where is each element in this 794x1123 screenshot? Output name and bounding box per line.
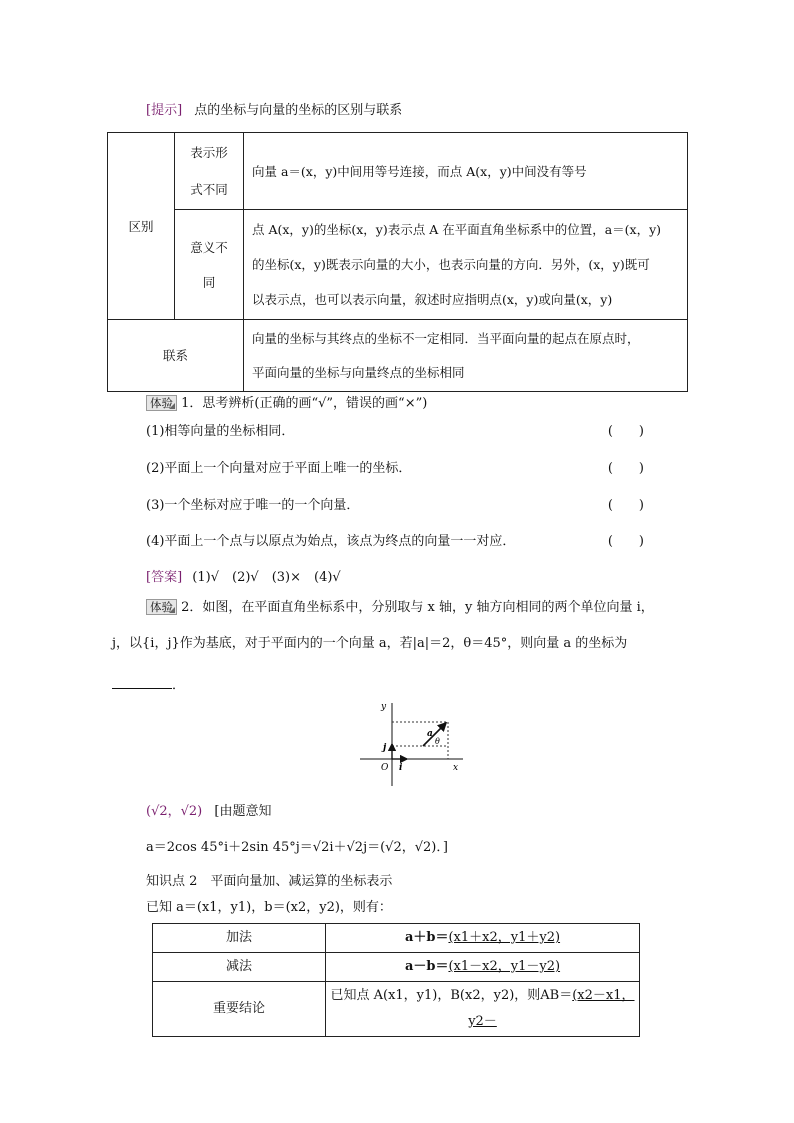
hint-tag: [提示]: [146, 103, 183, 118]
label-qubie: 区别: [108, 133, 175, 320]
op-label: 减法: [153, 953, 326, 982]
ex1-item: (1)相等向量的坐标相同． ( ): [146, 424, 644, 439]
row2-body: 点 A(x，y)的坐标(x，y)表示点 A 在平面直角坐标系中的位置，a＝(x，y) 的坐标(x，y)既表示向量的大小，也表示向量的方向．另外，(x，y)既可 以表示点，也可以表示向量，叙述时应指明点(x，y)或向量(x，y): [244, 210, 688, 320]
label-j: j: [383, 743, 387, 753]
op-formula: a－b＝(x1－x2，y1－y2): [326, 953, 640, 982]
row3-body: 向量的坐标与其终点的坐标不一定相同．当平面向量的起点在原点时， 平面向量的坐标与向量终点的坐标相同: [244, 320, 688, 392]
label-lianxi: 联系: [108, 320, 244, 392]
ex1-item: (3)一个坐标对应于唯一的一个向量． ( ): [146, 498, 644, 513]
ex1-title: 体验 1．思考辨析(正确的画“√”，错误的画“×”): [146, 392, 427, 411]
ex1-item: (4)平面上一个点与以原点为始点，该点为终点的向量一一对应． ( ): [146, 534, 644, 549]
hint-line: [146, 99, 402, 118]
row2-head: 意义不 同: [175, 210, 244, 320]
ex2-answer: (√2，√2) [由题意知: [146, 804, 272, 819]
ex2-tag: 体验: [146, 599, 177, 615]
label-y: y: [381, 702, 387, 712]
label-i: i: [399, 763, 403, 773]
point-vector-table: [107, 132, 688, 392]
ex2-line1: 体验 2．如图，在平面直角坐标系中，分别取与 x 轴，y 轴方向相同的两个单位向量 i，: [146, 596, 654, 615]
row1-head: 表示形 式不同: [175, 133, 244, 210]
op-label: 加法: [153, 924, 326, 953]
ex2-line2: j，以{i，j}作为基底，对于平面内的一个向量 a，若|a|＝2，θ＝45°，则向量 a 的坐标为: [112, 636, 628, 651]
ex2-explain: a＝2cos 45°i＋2sin 45°j＝√2i＋√2j＝(√2，√2)．]: [146, 840, 448, 855]
vector-figure: [355, 698, 470, 788]
operation-table: [152, 923, 640, 1037]
answer-blank: ．: [112, 674, 185, 693]
section-given: 已知 a＝(x1，y1)，b＝(x2，y2)，则有：: [146, 900, 392, 915]
label-o: O: [381, 763, 389, 773]
label-theta: θ: [435, 737, 440, 746]
ex1-tag: 体验: [146, 395, 177, 411]
hint-title: 点的坐标与向量的坐标的区别与联系: [194, 103, 403, 118]
section-title: 知识点 2 平面向量加、减运算的坐标表示: [146, 874, 393, 889]
op-formula: a＋b＝(x1＋x2，y1＋y2): [326, 924, 640, 953]
ex1-answer: [答案] (1)√ (2)√ (3)× (4)√: [146, 570, 341, 585]
ex1-item: (2)平面上一个向量对应于平面上唯一的坐标． ( ): [146, 461, 644, 476]
label-x: x: [453, 763, 459, 773]
label-a: a: [427, 729, 433, 739]
op-formula: 已知点 A(x1，y1)，B(x2，y2)，则AB＝(x2－x1，y2－: [326, 982, 640, 1037]
op-label: 重要结论: [153, 982, 326, 1037]
row1-body: 向量 a＝(x，y)中间用等号连接，而点 A(x，y)中间没有等号: [244, 133, 688, 210]
